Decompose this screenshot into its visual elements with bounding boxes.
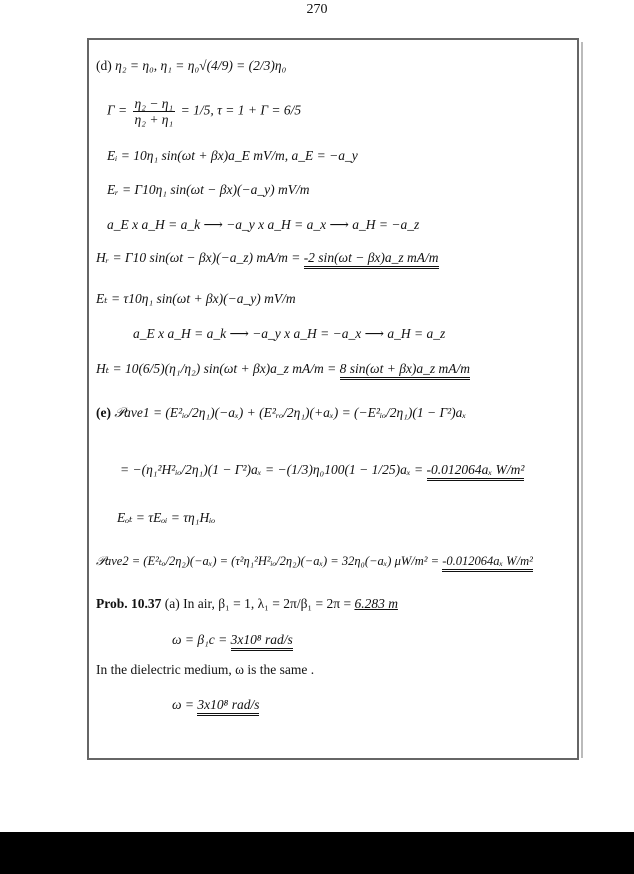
p-ave2-line bbox=[96, 553, 533, 569]
part-e-label: (e) bbox=[96, 405, 111, 420]
p-ave1-line bbox=[96, 405, 466, 421]
gamma-numerator: η₂ − η₁ bbox=[134, 96, 174, 111]
prob-10-37-line bbox=[96, 596, 398, 612]
reflection-coefficient bbox=[107, 96, 301, 127]
p-ave1-cont: = −(η₁²H²ᵢₒ/2η₁)(1 − Γ²)aₓ = −(1/3)η₀100(1 − 1/25)aₓ = bbox=[120, 462, 424, 477]
h-reflected-result: -2 sin(ωt − βx)a_z mA/m bbox=[304, 250, 439, 269]
direction-reflected: a_E x a_H = a_k ⟶ −a_y x a_H = a_x ⟶ a_H = −a_z bbox=[107, 217, 420, 232]
eta-relation: η₂ = η₀, η₁ = η₀√(4/9) = (2/3)η₀ bbox=[115, 58, 287, 73]
bottom-black-bar bbox=[0, 832, 634, 874]
gamma-denominator: η₂ + η₁ bbox=[134, 112, 174, 127]
direction-transmitted: a_E x a_H = a_k ⟶ −a_y x a_H = −a_x ⟶ a_H = a_z bbox=[133, 326, 446, 341]
prob-part-a: (a) In air, β₁ = 1, λ₁ = 2π/β₁ = 2π = bbox=[164, 596, 352, 611]
gamma-fraction bbox=[133, 96, 176, 127]
part-d-eta-line bbox=[96, 58, 286, 74]
solution-frame bbox=[87, 38, 579, 760]
e-ot: Eₒₜ = τEₒᵢ = τη₁Hᵢₒ bbox=[117, 510, 216, 525]
prob-heading: Prob. 10.37 bbox=[96, 596, 162, 611]
p-ave1-cont-line bbox=[120, 462, 524, 478]
h-transmitted-result: 8 sin(ωt + βx)a_z mA/m bbox=[340, 361, 470, 380]
h-transmitted-expr: Hₜ = 10(6/5)(η₁/η₂) sin(ωt + βx)a_z mA/m = bbox=[96, 361, 337, 376]
omega-eq: ω = β₁c = bbox=[172, 632, 228, 647]
p-ave1: 𝒫ave1 = (E²ᵢₒ/2η₁)(−aₓ) + (E²ᵣₒ/2η₁)(+aₓ) = (−E²ᵢₒ/2η₁)(1 − Γ²)aₓ bbox=[114, 405, 467, 420]
h-reflected-expr: Hᵣ = Γ10 sin(ωt − βx)(−a_z) mA/m = bbox=[96, 250, 301, 265]
omega-line bbox=[172, 632, 293, 648]
p-ave1-result: -0.012064aₓ W/m² bbox=[427, 462, 525, 481]
gamma-lhs: Γ = bbox=[107, 102, 128, 118]
page-number: 270 bbox=[306, 2, 328, 17]
e-reflected: Eᵣ = Γ10η₁ sin(ωt − βx)(−a_y) mV/m bbox=[107, 182, 310, 197]
e-incident: Eᵢ = 10η₁ sin(ωt + βx)a_E mV/m, a_E = −a_y bbox=[107, 148, 358, 163]
part-d-label: (d) bbox=[96, 58, 112, 73]
h-transmitted bbox=[96, 361, 470, 377]
omega-line-2 bbox=[172, 697, 259, 713]
omega-eq-2: ω = bbox=[172, 697, 195, 712]
p-ave2: 𝒫ave2 = (E²ₜₒ/2η₂)(−aₓ) = (τ²η₁²H²ᵢₒ/2η₂)(−aₓ) = 32η₀(−aₓ) μW/m² = bbox=[96, 554, 440, 568]
h-reflected bbox=[96, 250, 439, 266]
p-ave2-result: -0.012064aₓ W/m² bbox=[442, 554, 533, 572]
e-transmitted: Eₜ = τ10η₁ sin(ωt + βx)(−a_y) mV/m bbox=[96, 291, 296, 306]
omega-result: 3x10⁸ rad/s bbox=[231, 632, 293, 651]
gamma-rhs: = 1/5, τ = 1 + Γ = 6/5 bbox=[180, 102, 302, 118]
omega-result-2: 3x10⁸ rad/s bbox=[197, 697, 259, 716]
lambda-result: 6.283 m bbox=[354, 596, 398, 611]
dielectric-note: In the dielectric medium, ω is the same . bbox=[96, 662, 315, 677]
